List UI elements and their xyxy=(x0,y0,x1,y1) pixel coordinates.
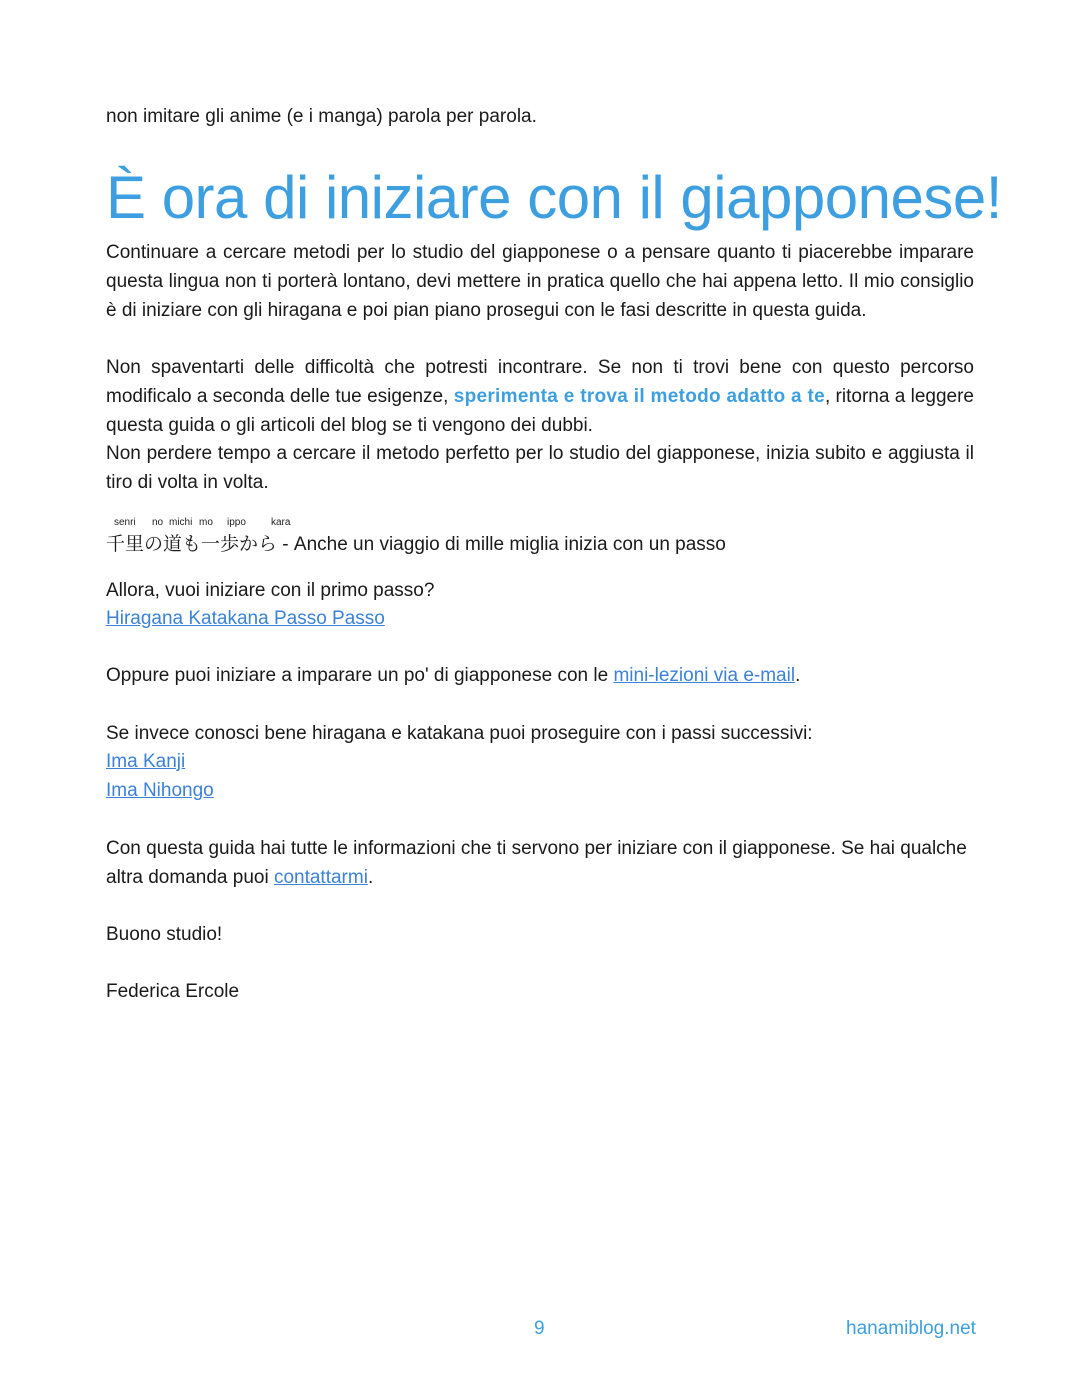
closing-before: Con questa guida hai tutte le informazioni che ti servono per iniziare con il giapponese. Se hai qualche altra domanda puoi xyxy=(106,838,967,888)
proverb-ruby xyxy=(106,517,974,531)
section-heading: È ora di iniziare con il giapponese! xyxy=(106,164,1002,231)
ruby-ippo: ippo xyxy=(227,517,246,528)
first-step-link-line xyxy=(106,605,974,634)
link-ima-nihongo[interactable]: Ima Nihongo xyxy=(106,780,214,801)
email-lessons-sentence xyxy=(106,662,974,691)
next-steps-intro: Se invece conosci bene hiragana e katakana puoi proseguire con i passi successivi: xyxy=(106,723,813,744)
first-step-question: Allora, vuoi iniziare con il primo passo? xyxy=(106,580,435,601)
email-lessons-before: Oppure puoi iniziare a imparare un po' di giapponese con le xyxy=(106,665,614,686)
next-step-nihongo-line xyxy=(106,777,974,806)
paragraph-start-now-text: Continuare a cercare metodi per lo studio del giapponese o a pensare quanto ti piacerebbe imparare questa lingua non ti porterà lontano, devi mettere in pratica quello che hai appena letto. Il mio consiglio è di iniziare con gli hiragana e poi pian piano prosegui con le fasi descritte in questa guida. xyxy=(106,242,974,321)
ruby-no: no xyxy=(152,517,164,528)
ruby-mo: mo xyxy=(199,517,213,528)
footer-site: hanamiblog.net xyxy=(846,1318,976,1339)
proverb-line xyxy=(106,530,974,560)
paragraph-dont-waste-time: Non perdere tempo a cercare il metodo perfetto per lo studio del giapponese, inizia subito e aggiusta il tiro di volta in volta. xyxy=(106,443,974,493)
link-contact[interactable]: contattarmi xyxy=(273,866,368,888)
paragraph-difficulties xyxy=(106,354,974,440)
paragraph-start-now xyxy=(106,239,974,325)
intro-tail-text: non imitare gli anime (e i manga) parola per parola. xyxy=(106,106,537,127)
author-signature: Federica Ercole xyxy=(106,981,240,1002)
proverb-translation: - Anche un viaggio di mille miglia inizia con un passo xyxy=(277,534,726,555)
paragraph-difficulties-before: Non spaventarti delle difficoltà che potresti incontrare. Se non ti trovi bene con questo percorso modificalo a seconda delle tue esigenze, xyxy=(106,357,974,407)
greeting: Buono studio! xyxy=(106,924,223,945)
next-step-kanji-line xyxy=(106,748,974,777)
email-lessons-after: . xyxy=(795,665,801,686)
link-hiragana-katakana[interactable]: Hiragana Katakana Passo Passo xyxy=(106,608,385,629)
link-mini-lessons[interactable]: mini-lezioni via e-mail xyxy=(613,665,796,686)
ruby-kara: kara xyxy=(271,517,291,528)
highlight-experiment: sperimenta e trova il metodo adatto a te xyxy=(453,385,825,407)
link-ima-kanji[interactable]: Ima Kanji xyxy=(106,751,186,772)
paragraph-difficulties-after: , ritorna a leggere questa guida o gli articoli del blog se ti vengono dei dubbi. xyxy=(106,385,974,436)
ruby-senri: senri xyxy=(114,517,136,528)
proverb-japanese: 千里の道も一歩から xyxy=(106,533,278,555)
ruby-michi: michi xyxy=(169,517,193,528)
closing-after: . xyxy=(367,866,374,888)
page-number: 9 xyxy=(534,1318,545,1339)
closing-paragraph xyxy=(106,835,974,893)
